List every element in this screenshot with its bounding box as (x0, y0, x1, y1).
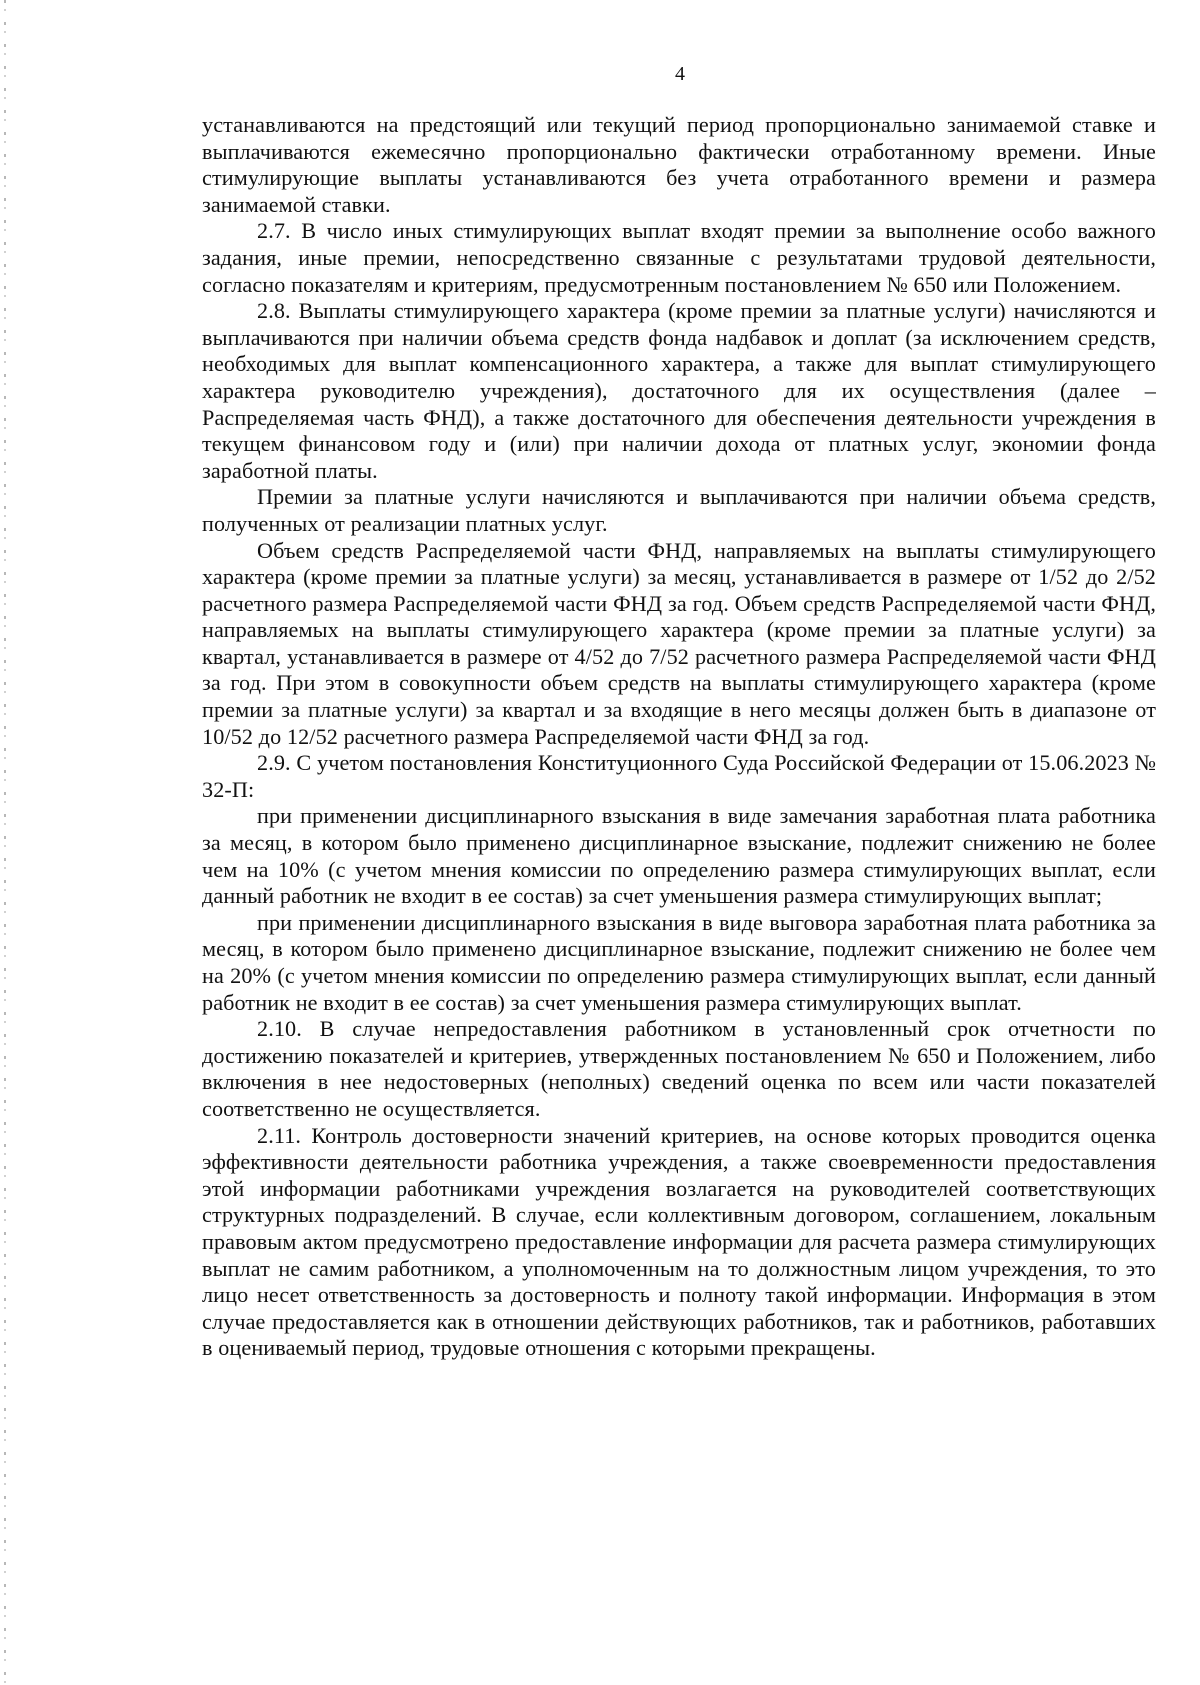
paragraph-2-8: 2.8. Выплаты стимулирующего характера (кроме премии за платные услуги) начисляются и выплачиваются при наличии объема средств фонда надбавок и доплат (за исключением средств, необходимых для выплат компенсационного характера, а также для выплат стимулирующего характера руководителю учреждения), достаточного для их осуществления (далее – Распределяемая часть ФНД), а также достаточного для обеспечения деятельности учреждения в текущем финансовом году и (или) при наличии дохода от платных услуг, экономии фонда заработной платы. (202, 298, 1156, 483)
paragraph-2-9: 2.9. С учетом постановления Конституционного Суда Российской Федерации от 15.06.2023 № 32-П: (202, 750, 1156, 802)
paragraph-2-7: 2.7. В число иных стимулирующих выплат входят премии за выполнение особо важного задания, иные премии, непосредственно связанные с результатами трудовой деятельности, согласно показателям и критериям, предусмотренным постановлением № 650 или Положением. (202, 218, 1156, 297)
paragraph-paid-services-bonus: Премии за платные услуги начисляются и выплачиваются при наличии объема средств, полученных от реализации платных услуг. (202, 484, 1156, 536)
paragraph-reprimand-remark: при применении дисциплинарного взыскания в виде замечания заработная плата работника за месяц, в котором было применено дисциплинарное взыскание, подлежит снижению не более чем на 10% (с учетом мнения комиссии по определению размера стимулирующих выплат, если данный работник не входит в ее состав) за счет уменьшения размера стимулирующих выплат; (202, 803, 1156, 909)
scan-edge-artifact (4, 0, 6, 1685)
paragraph-continuation: устанавливаются на предстоящий или текущий период пропорционально занимаемой ставке и выплачиваются ежемесячно пропорционально фактически отработанному времени. Иные стимулирующие выплаты устанавливаются без учета отработанного времени и размера занимаемой ставки. (202, 112, 1156, 217)
paragraph-fund-volume: Объем средств Распределяемой части ФНД, направляемых на выплаты стимулирующего характера (кроме премии за платные услуги) за месяц, устанавливается в размере от 1/52 до 2/52 расчетного размера Распределяемой части ФНД за год. Объем средств Распределяемой части ФНД, направляемых на выплаты стимулирующего характера (кроме премии за платные услуги) за квартал, устанавливается в размере от 4/52 до 7/52 расчетного размера Распределяемой части ФНД за год. При этом в совокупности объем средств на выплаты стимулирующего характера (кроме премии за платные услуги) за квартал и за входящие в него месяцы должен быть в диапазоне от 10/52 до 12/52 расчетного размера Распределяемой части ФНД за год. (202, 537, 1156, 749)
paragraph-reprimand-rebuke: при применении дисциплинарного взыскания в виде выговора заработная плата работника за месяц, в котором было применено дисциплинарное взыскание, подлежит снижению не более чем на 20% (с учетом мнения комиссии по определению размера стимулирующих выплат, если данный работник не входит в ее состав) за счет уменьшения размера стимулирующих выплат. (202, 909, 1156, 1015)
page-number: 4 (675, 63, 685, 85)
paragraph-2-11: 2.11. Контроль достоверности значений критериев, на основе которых проводится оценка эффективности деятельности работника учреждения, а также своевременности предоставления этой информации работниками учреждения возлагается на руководителей соответствующих структурных подразделений. В случае, если коллективным договором, соглашением, локальным правовым актом предусмотрено предоставление информации для расчета размера стимулирующих выплат не самим работником, а уполномоченным на то должностным лицом учреждения, то это лицо несет ответственность за достоверность и полноту такой информации. Информация в этом случае предоставляется как в отношении действующих работников, так и работников, работавших в оцениваемый период, трудовые отношения с которыми прекращены. (202, 1122, 1156, 1361)
paragraph-2-10: 2.10. В случае непредоставления работником в установленный срок отчетности по достижению показателей и критериев, утвержденных постановлением № 650 и Положением, либо включения в нее недостоверных (неполных) сведений оценка по всем или части показателей соответственно не осуществляется. (202, 1016, 1156, 1121)
document-body (202, 112, 1156, 1362)
